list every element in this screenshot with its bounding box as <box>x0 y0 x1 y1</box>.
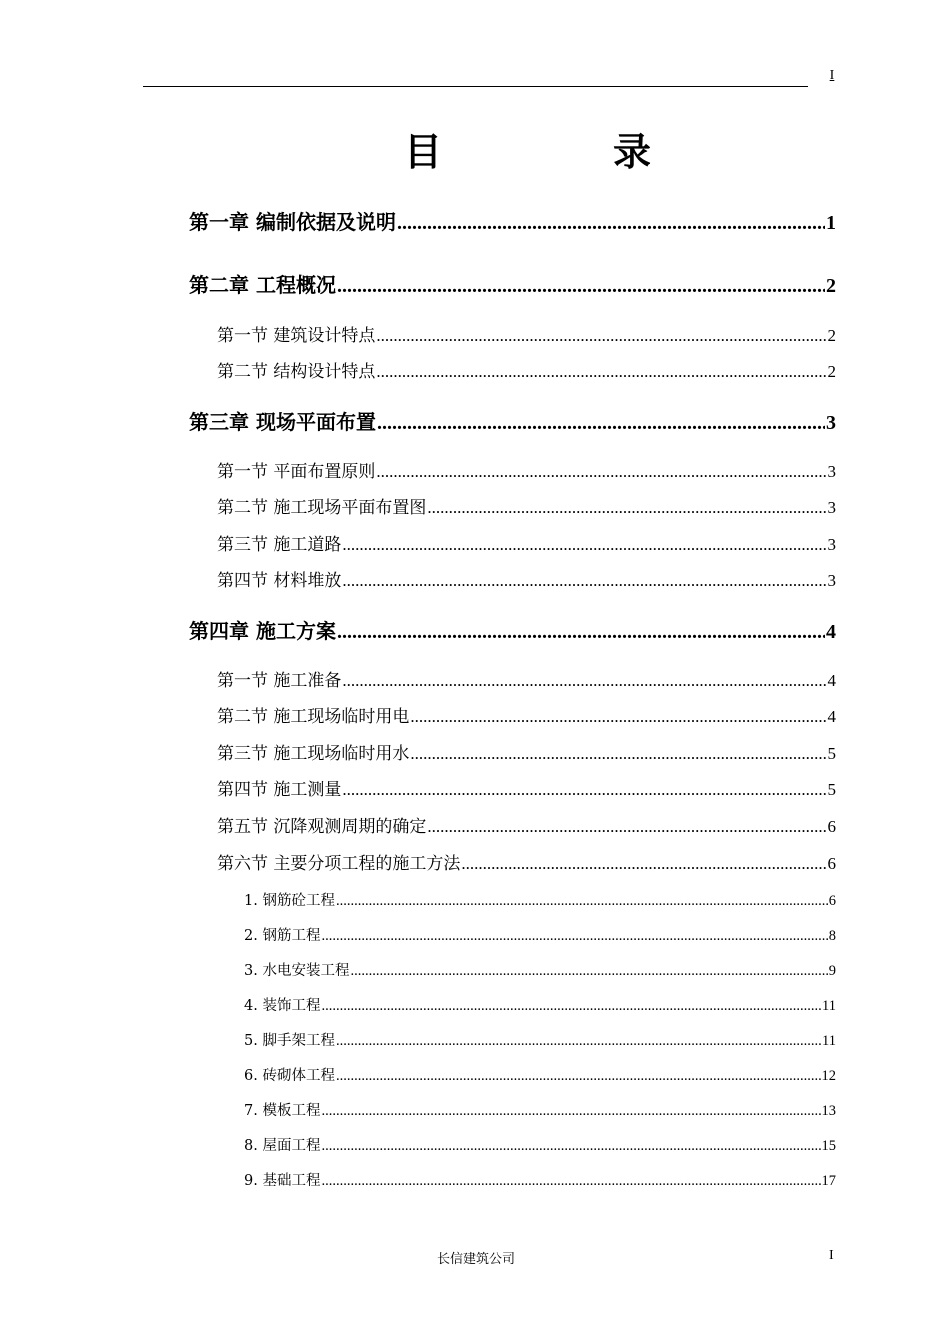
toc-leader-dots <box>342 670 826 692</box>
toc-chapter-2[interactable] <box>189 272 836 299</box>
toc-section[interactable] <box>217 497 836 519</box>
toc-entry-label: 第二节 结构设计特点 <box>217 362 376 382</box>
toc-entry-label: 2. 钢筋工程 <box>244 928 321 944</box>
toc-leader-dots <box>342 570 826 592</box>
toc-entry-page: 13 <box>821 1103 836 1119</box>
toc-entry-label: 第三节 施工现场临时用水 <box>217 744 410 764</box>
toc-section[interactable] <box>217 361 836 383</box>
toc-leader-dots <box>336 1031 821 1051</box>
toc-section[interactable] <box>217 461 836 483</box>
toc-entry-page: 2 <box>826 275 836 297</box>
toc-entry-label: 第三章 现场平面布置 <box>189 410 376 434</box>
toc-entry-page: 6 <box>828 893 836 909</box>
toc-entry-page: 2 <box>827 326 836 345</box>
toc-entry-page: 3 <box>826 412 836 434</box>
toc-entry-label: 6. 砖砌体工程 <box>244 1068 335 1084</box>
toc-section[interactable] <box>217 534 836 556</box>
toc-leader-dots <box>321 926 827 946</box>
toc-chapter-1[interactable] <box>189 209 836 236</box>
toc-entry-page: 3 <box>827 462 836 481</box>
toc-entry-label: 第一节 施工准备 <box>217 671 342 691</box>
toc-leader-dots <box>397 210 825 236</box>
toc-leader-dots <box>342 534 826 556</box>
toc-entry-label: 第五节 沉降观测周期的确定 <box>217 817 427 837</box>
toc-leader-dots <box>410 706 826 728</box>
toc-leader-dots <box>336 891 828 911</box>
toc-section[interactable] <box>217 816 836 838</box>
toc-entry-page: 2 <box>827 362 836 381</box>
toc-subsection[interactable] <box>244 926 836 946</box>
toc-entry-page: 9 <box>828 963 836 979</box>
toc-entry-page: 12 <box>821 1068 836 1084</box>
toc-leader-dots <box>321 996 821 1016</box>
toc-section[interactable] <box>217 779 836 801</box>
toc-entry-label: 第一节 平面布置原则 <box>217 462 376 482</box>
toc-entry-label: 第三节 施工道路 <box>217 535 342 555</box>
toc-entry-label: 第二章 工程概况 <box>189 273 336 297</box>
toc-entry-label: 第六节 主要分项工程的施工方法 <box>217 854 461 874</box>
toc-chapter-3[interactable] <box>189 409 836 436</box>
toc-leader-dots <box>461 853 826 875</box>
toc-subsection[interactable] <box>244 961 836 981</box>
toc-section[interactable] <box>217 743 836 765</box>
footer-page-number: I <box>829 1248 834 1263</box>
toc-leader-dots <box>336 1066 821 1086</box>
toc-entry-page: 1 <box>826 212 836 234</box>
toc-entry-label: 7. 模板工程 <box>244 1103 321 1119</box>
toc-leader-dots <box>427 816 826 838</box>
toc-entry-page: 6 <box>827 854 836 873</box>
toc-entry-page: 3 <box>827 498 836 517</box>
toc-entry-page: 17 <box>821 1173 836 1189</box>
toc-leader-dots <box>427 497 826 519</box>
toc-leader-dots <box>376 325 826 347</box>
toc-subsection[interactable] <box>244 1171 836 1191</box>
toc-entry-page: 11 <box>822 1033 836 1049</box>
toc-entry-page: 11 <box>822 998 836 1014</box>
toc-subsection[interactable] <box>244 1066 836 1086</box>
toc-entry-label: 第四章 施工方案 <box>189 619 336 643</box>
toc-entry-page: 4 <box>827 707 836 726</box>
toc-entry-page: 3 <box>827 571 836 590</box>
toc-subsection[interactable] <box>244 1101 836 1121</box>
toc-leader-dots <box>342 779 826 801</box>
toc-entry-page: 4 <box>826 621 836 643</box>
page-title-right: 录 <box>613 130 652 174</box>
toc-entry-page: 4 <box>827 671 836 690</box>
toc-leader-dots <box>337 273 825 299</box>
toc-section[interactable] <box>217 570 836 592</box>
toc-leader-dots <box>377 410 825 436</box>
toc-chapter-4[interactable] <box>189 618 836 645</box>
toc-entry-label: 8. 屋面工程 <box>244 1138 321 1154</box>
toc-leader-dots <box>410 743 826 765</box>
toc-entry-label: 第二节 施工现场临时用电 <box>217 707 410 727</box>
toc-leader-dots <box>337 619 825 645</box>
toc-leader-dots <box>350 961 827 981</box>
toc-entry-page: 5 <box>827 780 836 799</box>
toc-subsection[interactable] <box>244 891 836 911</box>
toc-entry-label: 第四节 材料堆放 <box>217 571 342 591</box>
header-page-number: I <box>829 68 835 83</box>
toc-entry-page: 5 <box>827 744 836 763</box>
toc-entry-label: 第四节 施工测量 <box>217 780 342 800</box>
toc-entry-label: 4. 装饰工程 <box>244 998 321 1014</box>
toc-entry-label: 第一节 建筑设计特点 <box>217 326 376 346</box>
toc-entry-page: 8 <box>828 928 836 944</box>
toc-section[interactable] <box>217 706 836 728</box>
footer-company-name: 长信建筑公司 <box>436 1252 515 1267</box>
toc-leader-dots <box>321 1136 820 1156</box>
toc-subsection[interactable] <box>244 1136 836 1156</box>
toc-leader-dots <box>376 361 826 383</box>
toc-entry-label: 第二节 施工现场平面布置图 <box>217 498 427 518</box>
toc-entry-label: 第一章 编制依据及说明 <box>189 210 396 234</box>
toc-subsection[interactable] <box>244 996 836 1016</box>
toc-subsection[interactable] <box>244 1031 836 1051</box>
toc-entry-page: 3 <box>827 535 836 554</box>
toc-entry-label: 3. 水电安装工程 <box>244 963 350 979</box>
toc-leader-dots <box>376 461 826 483</box>
toc-entry-page: 6 <box>827 817 836 836</box>
toc-entry-label: 5. 脚手架工程 <box>244 1033 335 1049</box>
toc-leader-dots <box>321 1171 820 1191</box>
toc-entry-label: 9. 基础工程 <box>244 1173 321 1189</box>
page-title-left: 目 <box>404 130 443 174</box>
toc-entry-label: 1. 钢筋砼工程 <box>244 893 335 909</box>
toc-section[interactable] <box>217 853 836 875</box>
toc-entry-page: 15 <box>821 1138 836 1154</box>
toc-leader-dots <box>321 1101 820 1121</box>
toc-section[interactable] <box>217 325 836 347</box>
toc-section[interactable] <box>217 670 836 692</box>
